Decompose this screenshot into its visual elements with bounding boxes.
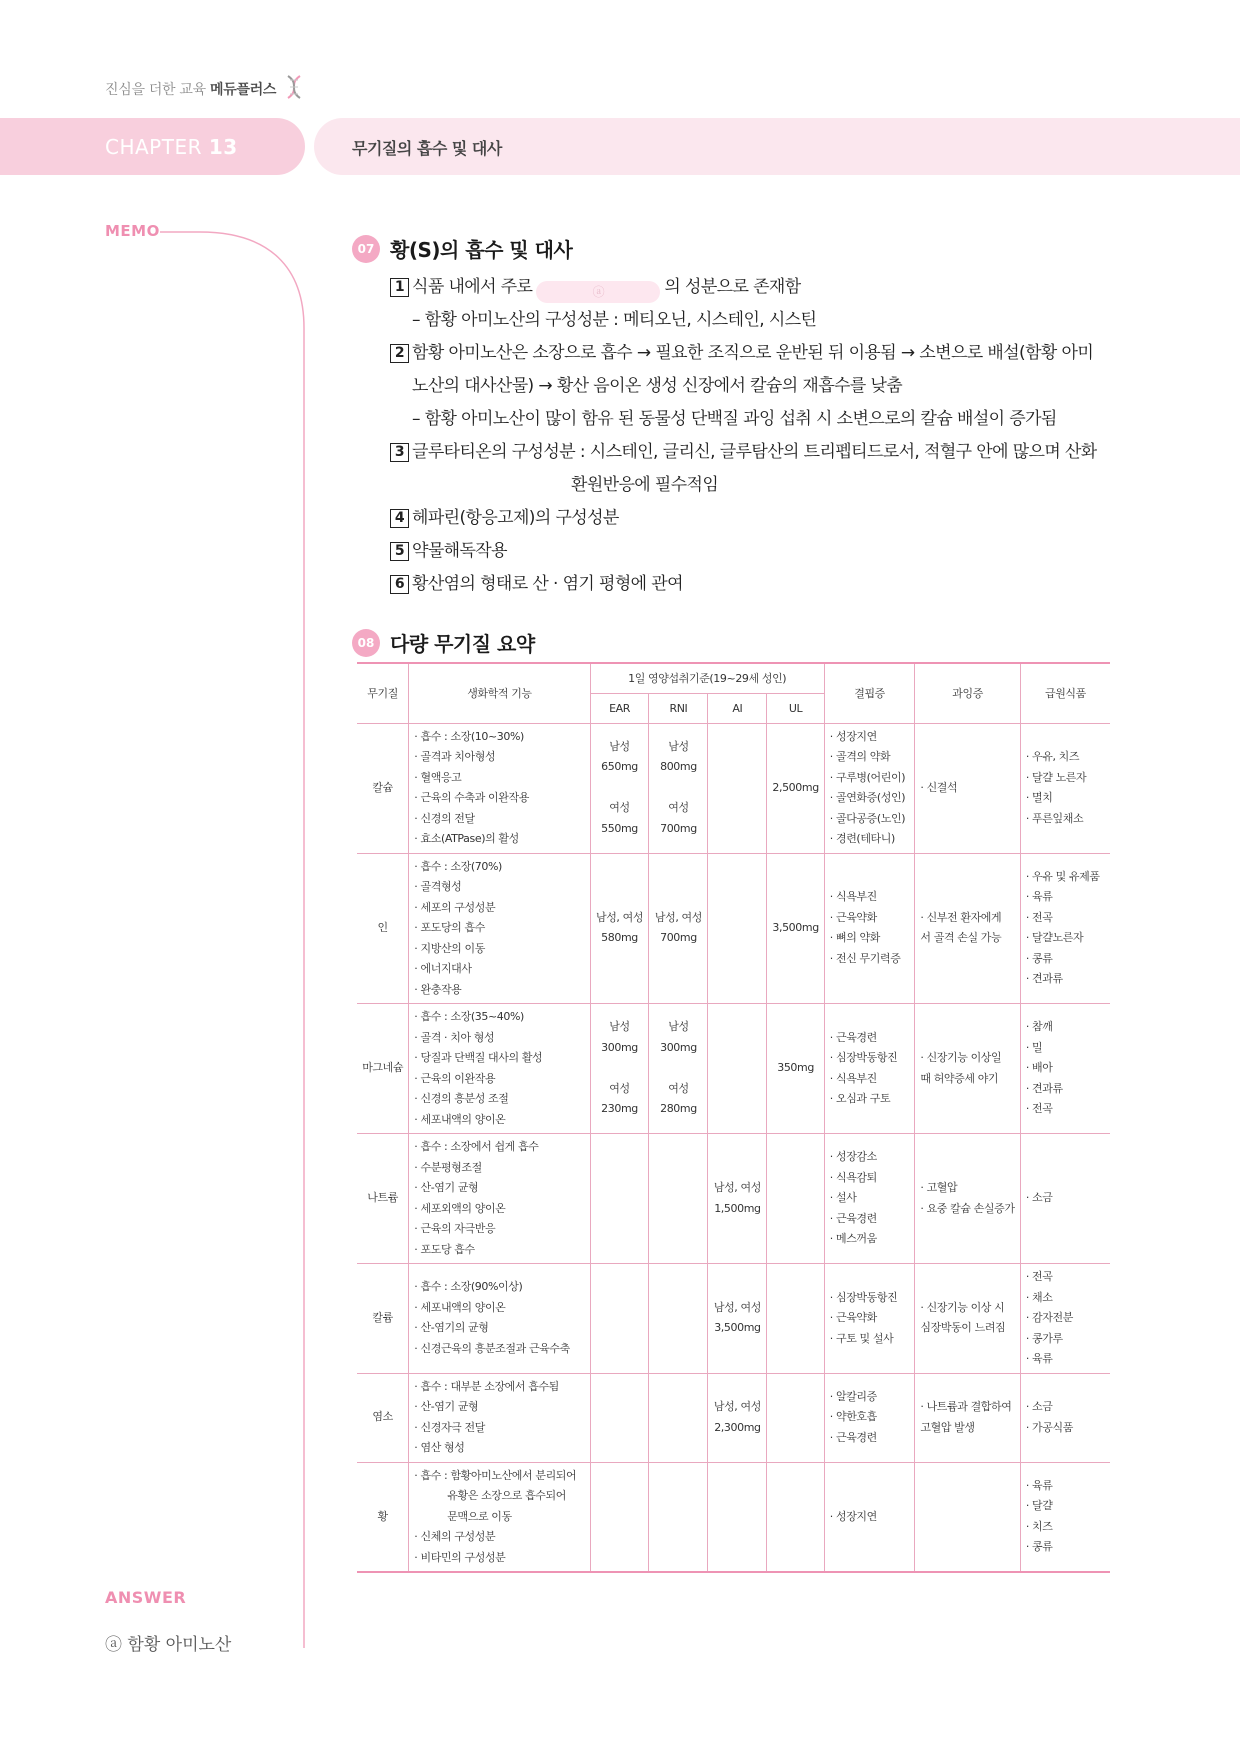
cell-line: · 식욕감퇴 [829,1170,877,1184]
cell-line: · 골다공증(노인) [829,811,906,825]
item-number: 1 [390,278,409,297]
cell-rni [649,723,708,853]
cell-ai [708,1134,767,1264]
list-item [390,568,1112,601]
cell-line: · 근육의 수축과 이완작용 [414,791,529,804]
cell-line: · 산-염기 균형 [414,1181,479,1194]
cell-mineral: 황 [357,1462,409,1572]
cell-sources [1020,1004,1110,1134]
cell-line: 남성, 여성 [654,910,702,924]
cell-line: 1,500mg [714,1201,761,1215]
cell-line: · 완충작용 [414,982,462,996]
chapter-title: 무기질의 흡수 및 대사 [352,139,502,158]
cell-function [409,1462,590,1572]
cell-excess [915,1264,1020,1374]
item-continuation: 노산의 대사산물) → 황산 음이온 생성 신장에서 칼슘의 재흡수를 낮춤 [412,376,903,396]
cell-line: · 채소 [1025,1290,1053,1304]
cell-line: · 세포외액의 양이온 [414,1201,506,1215]
header-deficiency: 결핍증 [824,663,915,723]
cell-line: · 멸치 [1025,791,1053,804]
cell-sources [1020,1462,1110,1572]
cell-line: 남성 [609,1020,630,1034]
cell-line: · 식욕부진 [829,890,877,904]
cell-line: · 흡수 : 대부분 소장에서 흡수됨 [414,1379,559,1393]
cell-mineral: 나트륨 [357,1134,409,1264]
cell-line: 남성 [668,1020,689,1034]
cell-sources [1020,1264,1110,1374]
cell-line: 700mg [660,821,697,835]
cell-deficiency [824,853,915,1004]
cell-line: · 흡수 : 소장(10~30%) [414,729,524,743]
cell-mineral: 칼슘 [357,723,409,853]
answer-label: ANSWER [105,1588,187,1607]
cell-line: · 흡수 : 소장(35~40%) [414,1010,524,1023]
cell-line: · 비타민의 구성성분 [414,1550,506,1564]
cell-line: 문맥으로 이동 [447,1509,512,1523]
item-number: 2 [390,344,409,363]
cell-line: · 세포내액의 양이온 [414,1112,506,1126]
cell-line: · 약한호흡 [829,1410,877,1424]
cell-line: · 달걀노른자 [1025,931,1084,945]
cell-line: · 골격 · 치아 형성 [414,1030,495,1044]
cell-line: · 포도당의 흡수 [414,921,485,934]
cell-line: · 성장감소 [829,1150,877,1164]
brand-logo [105,74,304,100]
cell-line: · 전곡 [1025,1270,1053,1283]
cell-line: · 신경의 전달 [414,811,475,825]
cell-line: 700mg [660,931,697,945]
cell-line: · 메스꺼움 [829,1232,877,1246]
table-body [357,723,1110,1572]
cell-line: · 신경자극 전달 [414,1420,485,1434]
cell-line: · 염산 형성 [414,1441,465,1454]
cell-line: · 성장지연 [829,1509,877,1523]
cell-sources [1020,1134,1110,1264]
cell-ai [708,723,767,853]
cell-line: · 육류 [1025,890,1053,904]
cell-line: · 지방산의 이동 [414,941,485,955]
cell-line: 심장박동이 느려짐 [920,1321,1006,1335]
cell-line: · 전곡 [1025,1102,1053,1116]
cell-excess [915,1462,1020,1572]
cell-ul [767,1373,824,1462]
cell-ai [708,1373,767,1462]
brand-prefix: 진심을 더한 교육 [105,82,206,98]
cell-line: · 에너지대사 [414,962,472,975]
cell-line [654,778,702,799]
cell-function [409,1004,590,1134]
table-header-row [357,663,1110,693]
cell-ul [767,1134,824,1264]
cell-ul [767,1264,824,1374]
cell-line: 300mg [601,1040,638,1054]
table-row [357,1134,1110,1264]
cell-line: 여성 [668,801,689,815]
cell-function [409,1373,590,1462]
cell-line: 550mg [601,821,638,835]
item-text: 함황 아미노산은 소장으로 흡수 → 필요한 조직으로 운반된 뒤 이용됨 → 소변으로 배설(함황 아미 [412,343,1094,363]
cell-line: · 배아 [1025,1061,1053,1075]
section-badge: 07 [352,235,380,263]
header-intake: 1일 영양섭취기준(19~29세 성인) [590,663,824,693]
item-text: 헤파린(항응고제)의 구성성분 [412,508,619,528]
cell-line: · 성장지연 [829,729,877,743]
sub-item: – 함황 아미노산이 많이 함유 된 동물성 단백질 과잉 섭취 시 소변으로의 칼슘 배설이 증가됨 [412,409,1057,429]
table-row [357,723,1110,853]
cell-excess [915,1373,1020,1462]
answer-text: ⓐ 함황 아미노산 [105,1635,232,1655]
chapter-number: 13 [208,135,238,159]
cell-excess [915,853,1020,1004]
cell-line: 남성, 여성 [595,910,644,924]
cell-line: · 견과류 [1025,1081,1063,1095]
cell-ear [590,1134,649,1264]
cell-line: · 소금 [1025,1191,1053,1205]
cell-deficiency [824,1373,915,1462]
cell-line: 여성 [668,1081,689,1095]
item-text: 황산염의 형태로 산 · 염기 평형에 관여 [412,574,683,594]
cell-ai [708,1004,767,1134]
cell-line: · 신경의 흥분성 조절 [414,1092,509,1105]
cell-sources [1020,1373,1110,1462]
memo-label: MEMO [105,222,160,240]
cell-line: · 수분평형조절 [414,1160,482,1174]
cell-line [654,1058,702,1079]
cell-ai [708,853,767,1004]
cell-function [409,1264,590,1374]
cell-deficiency [824,1134,915,1264]
cell-line: 300mg [660,1040,697,1054]
cell-line: · 포도당 흡수 [414,1242,475,1256]
cell-line: · 근육경련 [829,1030,877,1044]
cell-line: · 골연화증(성인) [829,791,906,804]
item-text: 의 성분으로 존재함 [664,277,801,297]
cell-ear [590,1004,649,1134]
cell-line: 남성, 여성 [713,1181,761,1194]
cell-line: · 육류 [1025,1352,1053,1365]
cell-line: · 설사 [829,1191,857,1205]
table-row [357,1004,1110,1134]
cell-line: 서 골격 손실 가능 [920,931,1002,945]
chapter-word: CHAPTER [105,135,202,159]
cell-line: 800mg [660,760,697,774]
cell-deficiency [824,1004,915,1134]
cell-line: 남성 [668,739,689,753]
cell-line: · 경련(테타니) [829,832,895,845]
section-title: 황(S)의 흡수 및 대사 [390,238,573,262]
cell-line: · 참깨 [1025,1020,1053,1034]
cell-line: · 신장기능 이상 시 [920,1300,1005,1314]
cell-mineral: 인 [357,853,409,1004]
cell-line: · 콩류 [1025,1540,1053,1554]
item-number: 4 [390,509,409,528]
cell-line: · 뼈의 약화 [829,931,880,945]
cell-line: 여성 [609,801,630,815]
cell-line: 3,500mg [772,921,819,934]
section-heading [352,234,1112,263]
cell-line: 3,500mg [714,1321,761,1335]
cell-line: · 근육의 자극반응 [414,1222,496,1235]
cell-line: · 구루병(어린이) [829,770,906,784]
cell-ai [708,1462,767,1572]
cell-line: 650mg [601,760,638,774]
item-text: 글루타티온의 구성성분 : 시스테인, 글리신, 글루탐산의 트리펩티드로서, 적혈구 안에 많으며 산화 [412,442,1097,462]
cell-line [596,778,644,799]
cell-line: · 신장기능 이상일 [920,1051,1002,1064]
dna-logo-icon [284,74,304,100]
cell-line [596,1058,644,1079]
cell-line: · 산-염기의 균형 [414,1321,489,1335]
cell-line: · 효소(ATPase)의 활성 [414,832,519,845]
list-item [390,535,1112,568]
cell-rni [649,853,708,1004]
cell-line: · 흡수 : 함황아미노산에서 분리되어 [414,1468,577,1482]
cell-function [409,1134,590,1264]
cell-line: · 푸른잎채소 [1025,811,1084,825]
cell-ul [767,1004,824,1134]
memo-divider [160,228,306,1648]
cell-deficiency [824,723,915,853]
header-excess: 과잉증 [915,663,1020,723]
cell-ear [590,1373,649,1462]
item-continuation: 환원반응에 필수적임 [571,475,719,495]
cell-ear [590,853,649,1004]
header-mineral: 무기질 [357,663,409,723]
cell-ai [708,1264,767,1374]
cell-line: · 구토 및 설사 [829,1331,894,1345]
cell-deficiency [824,1462,915,1572]
cell-line: 남성, 여성 [713,1400,761,1413]
cell-line: · 치즈 [1025,1519,1053,1533]
cell-line: · 골격형성 [414,880,462,893]
cell-line: · 세포내액의 양이온 [414,1300,506,1314]
table-row [357,1462,1110,1572]
cell-line: · 신체의 구성성분 [414,1530,496,1543]
cell-line: · 흡수 : 소장(70%) [414,859,502,873]
cell-rni [649,1134,708,1264]
cell-line: · 근육약화 [829,910,877,924]
cell-rni [649,1004,708,1134]
cell-line: · 흡수 : 소장에서 쉽게 흡수 [414,1140,539,1153]
list-item [390,337,1112,370]
section-body [390,271,1112,601]
table-row [357,853,1110,1004]
section-badge: 08 [352,629,380,657]
cell-ul [767,1462,824,1572]
cell-deficiency [824,1264,915,1374]
header-rni: RNI [649,693,708,723]
cell-mineral: 칼륨 [357,1264,409,1374]
brand-name: 메듀플러스 [210,82,277,98]
cell-line: · 식욕부진 [829,1071,877,1085]
cell-function [409,723,590,853]
cell-line: · 나트륨과 결합하여 [920,1400,1012,1413]
cell-line: · 심장박동항진 [829,1290,898,1304]
cell-line: · 산-염기 균형 [414,1400,479,1413]
cell-rni [649,1264,708,1374]
table-row [357,1264,1110,1374]
cell-rni [649,1462,708,1572]
cell-line: · 신결석 [920,780,958,794]
item-text: 약물해독작용 [412,541,507,561]
cell-line: · 고혈압 [920,1181,958,1194]
cell-line: · 견과류 [1025,972,1063,986]
item-number: 6 [390,575,409,594]
header-ai: AI [708,693,767,723]
answer-blank: ⓐ [536,281,660,303]
item-number: 5 [390,542,409,561]
cell-line: · 우유 및 유제품 [1025,869,1100,883]
cell-line: · 신부전 환자에게 [920,910,1002,924]
cell-line: · 세포의 구성성분 [414,900,496,914]
cell-line: 230mg [601,1102,638,1116]
section-sulfur [352,234,1112,601]
cell-line: · 콩가루 [1025,1331,1063,1345]
cell-mineral: 마그네슘 [357,1004,409,1134]
cell-line: 여성 [609,1081,630,1095]
cell-line: · 신경근육의 흥분조절과 근육수축 [414,1341,570,1355]
cell-line: · 밀 [1025,1040,1043,1054]
cell-line: 580mg [601,931,638,945]
cell-rni [649,1373,708,1462]
cell-line: · 당질과 단백질 대사의 활성 [414,1051,543,1064]
table-row [357,1373,1110,1462]
cell-line: 고혈압 발생 [920,1420,975,1434]
cell-line: · 오심과 구토 [829,1092,891,1105]
cell-excess [915,1134,1020,1264]
mineral-summary-table [357,662,1110,1573]
cell-line: · 우유, 치즈 [1025,750,1080,763]
cell-line: · 소금 [1025,1400,1053,1413]
list-item [390,502,1112,535]
cell-excess [915,723,1020,853]
header-ul: UL [767,693,824,723]
section-macrominerals [352,628,1112,657]
cell-line: · 골격과 치아형성 [414,750,496,763]
cell-function [409,853,590,1004]
cell-line: · 달걀 [1025,1499,1053,1513]
cell-line: 350mg [777,1061,814,1075]
cell-line: 남성 [609,739,630,753]
cell-line: · 육류 [1025,1478,1053,1492]
cell-line: · 알칼리증 [829,1389,877,1403]
cell-ear [590,1462,649,1572]
header-sources: 급원식품 [1020,663,1110,723]
cell-line: · 전신 무기력증 [829,951,901,965]
cell-ear [590,1264,649,1374]
cell-line: · 심장박동항진 [829,1051,898,1064]
cell-line: 남성, 여성 [713,1300,761,1314]
item-text: 식품 내에서 주로 [412,277,533,297]
cell-line: · 전곡 [1025,910,1053,924]
cell-excess [915,1004,1020,1134]
item-number: 3 [390,443,409,462]
section-title: 다량 무기질 요약 [390,632,535,656]
cell-sources [1020,723,1110,853]
cell-line: 280mg [660,1102,697,1116]
chapter-label [105,135,238,159]
sub-item: – 함황 아미노산의 구성성분 : 메티오닌, 시스테인, 시스틴 [412,310,817,330]
cell-line: · 근육경련 [829,1430,877,1444]
cell-line: · 골격의 약화 [829,750,891,763]
cell-ul [767,853,824,1004]
header-function: 생화학적 기능 [409,663,590,723]
cell-line: · 근육의 이완작용 [414,1071,496,1085]
cell-line: · 근육경련 [829,1211,877,1225]
cell-line: · 감자전분 [1025,1311,1073,1324]
cell-ear [590,723,649,853]
list-item [390,436,1112,469]
cell-mineral: 염소 [357,1373,409,1462]
cell-line: · 요중 칼슘 손실증가 [920,1201,1015,1215]
cell-line: · 콩류 [1025,951,1053,965]
header-ear: EAR [590,693,649,723]
cell-line: · 가공식품 [1025,1420,1073,1434]
cell-line: · 혈액응고 [414,770,462,784]
cell-line: 2,500mg [772,780,819,794]
cell-sources [1020,853,1110,1004]
section-heading [352,628,1112,657]
list-item [390,271,1112,304]
cell-line: · 흡수 : 소장(90%이상) [414,1280,523,1294]
cell-line: · 근육약화 [829,1311,877,1324]
cell-line: 2,300mg [714,1420,761,1434]
cell-line: 때 허약증세 야기 [920,1071,999,1085]
cell-line: 유황은 소장으로 흡수되어 [447,1489,566,1502]
cell-ul [767,723,824,853]
cell-line: · 달걀 노른자 [1025,770,1087,784]
